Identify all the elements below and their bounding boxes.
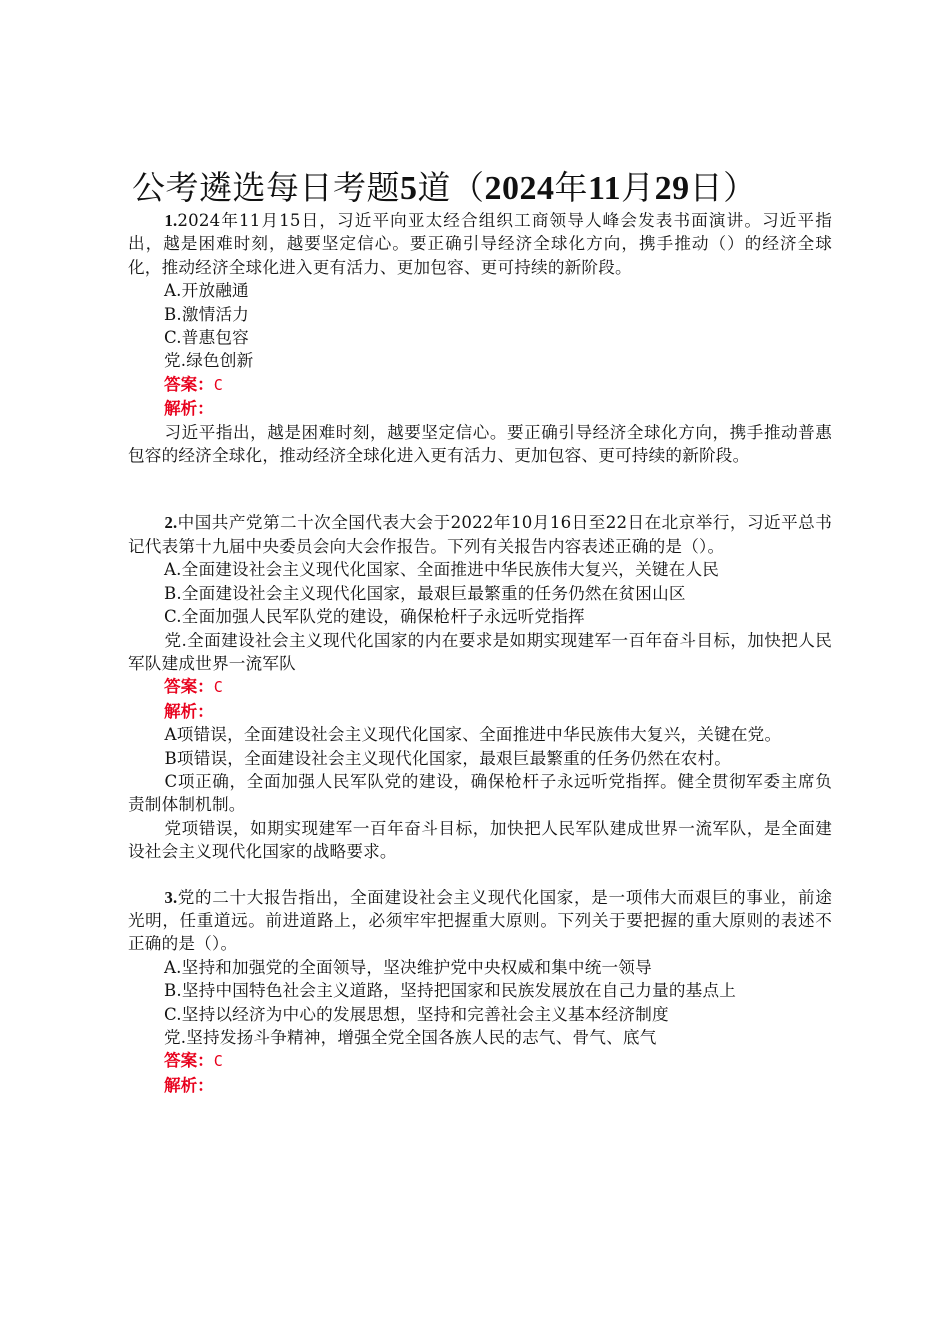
analysis-text: A项错误，全面建设社会主义现代化国家、全面推进中华民族伟大复兴，关键在党。: [164, 725, 782, 745]
option-b: B.激情活力: [164, 304, 250, 324]
analysis-text: 习近平指出，越是困难时刻，越要坚定信心。要正确引导经济全球化方向，携手推动普惠包容的经济全球化，推动经济全球化进入更有活力、更加包容、更可持续的新阶段。: [128, 422, 832, 466]
analysis-text: C项正确，全面加强人民军队党的建设，确保枪杆子永远听党指挥。健全贯彻军委主席负责制体制机制。: [128, 771, 832, 815]
option-d: 党.绿色创新: [164, 351, 254, 371]
question-1: [128, 209, 832, 467]
option-b: B.全面建设社会主义现代化国家，最艰巨最繁重的任务仍然在贫困山区: [164, 583, 686, 603]
analysis-label: 解析：: [164, 1074, 214, 1095]
option-d: 党.坚持发扬斗争精神，增强全党全国各族人民的志气、骨气、底气: [164, 1028, 657, 1047]
option-d: 党.全面建设社会主义现代化国家的内在要求是如期实现建军一百年奋斗目标，加快把人民军队建成世界一流军队: [128, 630, 832, 673]
analysis-label: 解析：: [164, 398, 214, 419]
answer-line: 答案：C: [164, 1050, 223, 1071]
answer-line: 答案：C: [164, 676, 223, 697]
option-a: A.坚持和加强党的全面领导，坚决维护党中央权威和集中统一领导: [164, 957, 652, 977]
question-stem: 2.中国共产党第二十次全国代表大会于2022年10月16日至22日在北京举行，习近平总书记代表第十九届中央委员会向大会作报告。下列有关报告内容表述正确的是（）。: [128, 513, 832, 556]
analysis-text: B项错误，全面建设社会主义现代化国家，最艰巨最繁重的任务仍然在农村。: [164, 748, 732, 768]
answer-line: 答案：C: [164, 373, 223, 394]
analysis-text: 党项错误，如期实现建军一百年奋斗目标，加快把人民军队建成世界一流军队，是全面建设社会主义现代化国家的战略要求。: [128, 818, 832, 862]
option-a: A.全面建设社会主义现代化国家、全面推进中华民族伟大复兴，关键在人民: [164, 560, 720, 580]
document-title: 公考遴选每日考题5道（2024年11月29日）: [132, 168, 757, 207]
question-stem: 3.党的二十大报告指出，全面建设社会主义现代化国家，是一项伟大而艰巨的事业，前途光明，任重道远。前进道路上，必须牢牢把握重大原则。下列关于要把握的重大原则的表述不正确的是（）。: [128, 887, 832, 954]
document-page: [128, 168, 832, 1097]
question-3: [128, 886, 832, 1098]
option-c: C.全面加强人民军队党的建设，确保枪杆子永远听党指挥: [164, 607, 585, 627]
option-c: C.坚持以经济为中心的发展思想，坚持和完善社会主义基本经济制度: [164, 1004, 669, 1024]
question-2: [128, 511, 832, 863]
option-b: B.坚持中国特色社会主义道路，坚持把国家和民族发展放在自己力量的基点上: [164, 981, 737, 1001]
question-stem: 1.2024年11月15日，习近平向亚太经合组织工商领导人峰会发表书面演讲。习近平指出，越是困难时刻，越要坚定信心。要正确引导经济全球化方向，携手推动（）的经济全球化，推动经济全球化进入更有活力、更加包容、更可持续的新阶段。: [128, 211, 832, 277]
option-c: C.普惠包容: [164, 328, 249, 348]
analysis-label: 解析：: [164, 700, 214, 721]
option-a: A.开放融通: [164, 281, 249, 301]
